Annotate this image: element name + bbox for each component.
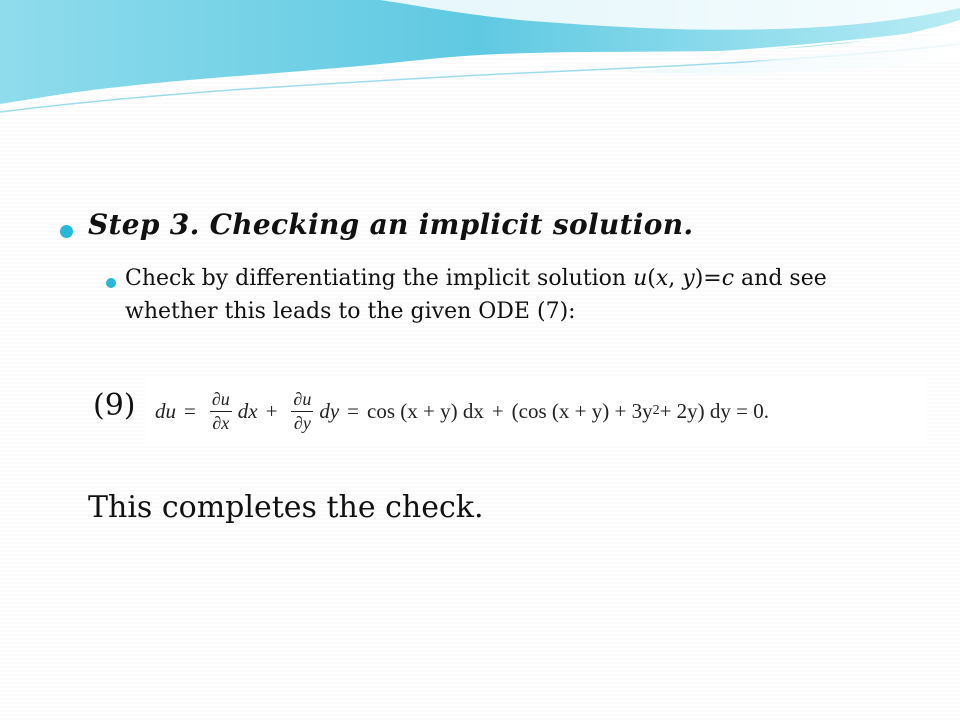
frac1-numerator: ∂u: [210, 389, 232, 412]
eq-plus-2: +: [491, 398, 504, 423]
comma: ,: [668, 266, 683, 291]
paren-open: (: [647, 266, 656, 291]
eq-term2-close: + 2y) dy = 0.: [659, 398, 770, 423]
bullet-dot-icon: [60, 225, 73, 238]
header-wave-decoration: [0, 0, 960, 130]
equation-number: (9): [93, 388, 136, 423]
var-u: u: [633, 266, 648, 291]
var-y: y: [682, 266, 695, 291]
eq-fraction-du-dy: [291, 389, 313, 434]
eq-plus-1: +: [265, 398, 278, 423]
eq-equals-1: =: [184, 398, 196, 423]
var-c: c: [721, 266, 735, 291]
eq-du: du: [155, 398, 176, 423]
eq-equals-2: =: [347, 398, 359, 423]
var-x: x: [655, 266, 669, 291]
closing-text: This completes the check.: [88, 490, 484, 525]
eq-exponent: 2: [652, 403, 660, 418]
eq-term2-open: (cos (x + y) + 3y: [511, 398, 653, 423]
frac2-numerator: ∂u: [291, 389, 313, 412]
sub-bullet-text: [125, 262, 925, 328]
frac2-denominator: ∂y: [293, 412, 311, 433]
eq-dy: dy: [319, 398, 340, 423]
sub-text-after: and see whether this leads to the given ODE (7):: [125, 266, 827, 324]
eq-fraction-du-dx: [210, 389, 232, 434]
sub-bullet-dot-icon: [106, 278, 116, 288]
eq-dx: dx: [237, 398, 258, 423]
step-heading: Step 3. Checking an implicit solution.: [88, 208, 694, 241]
equation-image: [145, 376, 927, 446]
sub-text-before: Check by differentiating the implicit solution: [125, 266, 634, 291]
eq-term1: cos (x + y) dx: [367, 398, 484, 423]
paren-close-eq: )=: [694, 266, 722, 291]
frac1-denominator: ∂x: [212, 412, 230, 433]
